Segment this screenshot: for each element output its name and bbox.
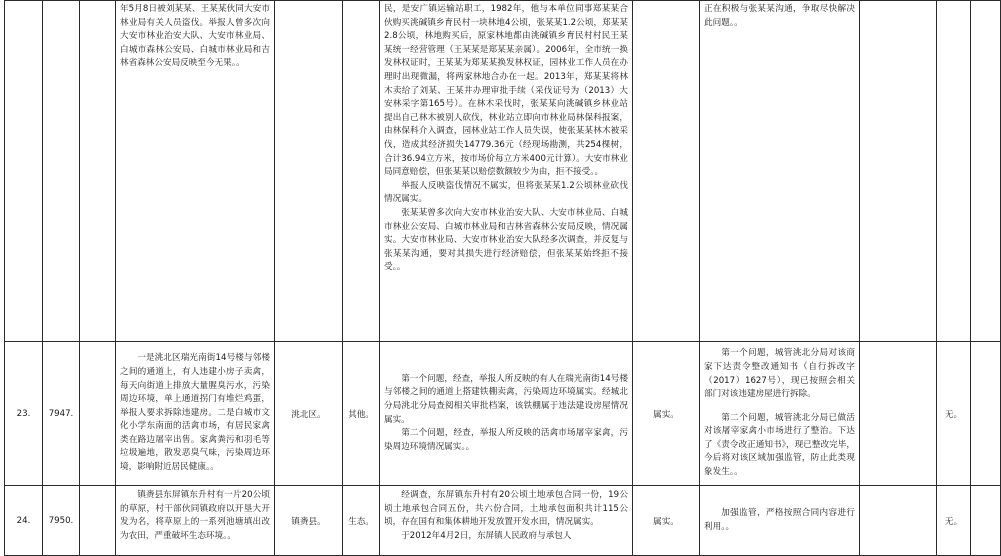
- cell-id: [5, 342, 43, 486]
- cell-responsible: [860, 342, 937, 486]
- findings-paragraph: 举报人反映盗伐情况不属实，但将张某某1.2公顷林业砍伐情况属实。: [384, 180, 628, 205]
- cell-verdict: [633, 1, 700, 342]
- category: 其他。: [348, 409, 374, 420]
- cell-verdict: [633, 486, 700, 556]
- handling-text: [700, 347, 859, 479]
- cell-handling: [700, 342, 860, 486]
- case-code: 7947.: [48, 408, 74, 419]
- handling-paragraph: 加强监管，严格按照合同内容进行利用。。: [704, 507, 855, 532]
- cell-blank-a: [80, 486, 116, 556]
- case-number: 24.: [16, 515, 31, 526]
- district: 镇赉县。: [291, 516, 326, 527]
- findings-paragraph: 第一个问题，经查，举报人所反映的有人在瑞光南街14号楼与邻楼之间的通道上搭建铁棚卖禽，污染周边环境属实。经城北分局洮北分局查阅相关审批档案，该铁棚属于违法建设房屋情况属实。: [384, 373, 628, 425]
- note: 无。: [944, 409, 963, 420]
- cell-complaint: [116, 486, 275, 556]
- complaint-text: [116, 486, 274, 543]
- cell-district: [275, 342, 343, 486]
- cell-complaint: [116, 1, 275, 342]
- findings-text: [380, 486, 632, 543]
- cell-district: [275, 486, 343, 556]
- complaint-text: [116, 352, 274, 474]
- cell-note: [937, 342, 971, 486]
- findings-text: [380, 1, 632, 275]
- cell-id: [5, 486, 43, 556]
- cell-category: [343, 486, 380, 556]
- case-number: 23.: [16, 408, 31, 419]
- cell-handling: [700, 486, 860, 556]
- table-row: [5, 486, 1001, 556]
- note: 无。: [944, 516, 963, 527]
- cell-findings: [380, 342, 633, 486]
- complaint-paragraph: 镇赉县东屏镇东升村有一片20公顷的草原，村干部伙同镇政府以开垦大开发为名，将草原上的一系列池塘填出改为农田，严重破坏生态环境。。: [120, 490, 270, 541]
- findings-text: [380, 373, 632, 455]
- cell-note: [937, 1, 971, 342]
- cell-handling: [700, 1, 860, 342]
- cell-blank-b: [971, 342, 1001, 486]
- handling-paragraph: 第一个问题，城管洮北分局对该商家下达责令整改通知书（自行拆改字（2017）1627号），现已按照会相关部门对该违建房屋进行拆除。: [704, 348, 855, 400]
- table-row: [5, 342, 1001, 486]
- cell-code: [43, 342, 80, 486]
- handling-paragraph: 第二个问题，城管洮北分局已做活对该屠宰家禽小市场进行了整治。下达了《责令改正通知书》，现已整改完毕，今后将对该区域加强监管，防止此类现象发生。。: [704, 412, 855, 478]
- cell-blank-a: [80, 1, 116, 342]
- cell-category: [343, 342, 380, 486]
- findings-paragraph: 于2012年4月2日，东屏镇人民政府与承包人: [401, 530, 572, 541]
- complaint-text: 年5月8日被刘某某、王某某伙同大安市林业局有关人员盗伐。举报人曾多次向大安市林业治安大队、大安市林业局、白城市森林公安局、白城市林业局和吉林省森林公安局反映至今无果。。: [120, 4, 270, 69]
- cell-verdict: [633, 342, 700, 486]
- cell-findings: [380, 1, 633, 342]
- cell-blank-b: [971, 1, 1001, 342]
- cell-code: [43, 486, 80, 556]
- table-row: [5, 1, 1001, 342]
- cell-responsible: [860, 486, 937, 556]
- verdict: 属实。: [653, 516, 679, 527]
- cell-id: [5, 1, 43, 342]
- category: 生态。: [348, 516, 374, 527]
- case-code: 7950.: [48, 515, 74, 526]
- findings-paragraph: 经调查，东屏镇东升村有20公顷土地承包合同一份，19公顷土地承包合同五份，共六份合同，土地承包面积共计115公顷，存在国有和集体耕地开发放置开发水田，情况属实。: [384, 490, 628, 528]
- cell-findings: [380, 486, 633, 556]
- cell-note: [937, 486, 971, 556]
- cell-complaint: [116, 342, 275, 486]
- district: 洮北区。: [291, 409, 326, 420]
- cell-blank-a: [80, 342, 116, 486]
- findings-paragraph: 民，是安广镇运输站职工，1982年，他与本单位同事郑某某合伙购买洮碱镇乡育民村一块林地4公顷，张某某1.2公顷，郑某某2.8公顷，林地购买后，原家林地都由洮碱镇乡育民村村民王某某统一经营管理（王某某是郑某某亲属）。2006年，全市统一换发林权证时，王某某为郑某某换发林权证，园林业工作人员在办理时出现微漏，将两家林地合办在一起。2013年，郑某某将林木卖给了刘某、王某井办理审批手续（采伐证号为（2013）大安林采字第165号）。在林木采伐时，张某某向洮碱镇乡林业站提出自己林木被别人砍伐，林业站立即向市林业局林保科报案，由林保科介入调查，园林业站工作人员失误，使张某某林木被采伐，造成其经济损失14779.36元（经现场勘测，共254棵树，合计36.94立方米，按市场价每立方米400元计算）。大安市林业局同意赔偿，但张某某以赔偿数额较少为由，拒不接受。。: [384, 4, 628, 178]
- handling-text: 正在积极与张某某沟通，争取尽快解决此问题。。: [704, 4, 855, 28]
- cell-code: [43, 1, 80, 342]
- cell-district: [275, 1, 343, 342]
- cell-responsible: [860, 1, 937, 342]
- handling-text: [700, 507, 859, 534]
- verdict: 属实。: [653, 409, 679, 420]
- findings-paragraph: 张某某曾多次向大安市林业治安大队、大安市林业局、白城市林业公安局、白城市林业局和吉林省森林公安局反映，情况属实。大安市林业局、大安市林业治安大队经多次调查，并反复与张某某沟通，要对其损失进行经济赔偿，但张某某始终拒不接受。。: [384, 207, 628, 273]
- findings-paragraph: 第二个问题，经查，举报人所反映的活禽市场屠宰家禽，污染周边环境情况属实。。: [384, 428, 628, 452]
- cell-category: [343, 1, 380, 342]
- complaint-paragraph: 一是洮北区瑞光南街14号楼与邻楼之间的通道上，有人违建小房子卖禽，每天向街道上排放大量腥臭污水，污染周边环境，单上通道拐门有堆烂鸡蛋，举报人要求拆除违建房。二是白城市文化小学东南面的活禽市场，有居民家禽类在路边屠宰出售。家禽粪污和羽毛等垃圾遍地，散发恶臭气味，污染周边环境，影响附近居民健康。。: [120, 353, 270, 473]
- case-table: [4, 0, 1001, 556]
- cell-blank-b: [971, 486, 1001, 556]
